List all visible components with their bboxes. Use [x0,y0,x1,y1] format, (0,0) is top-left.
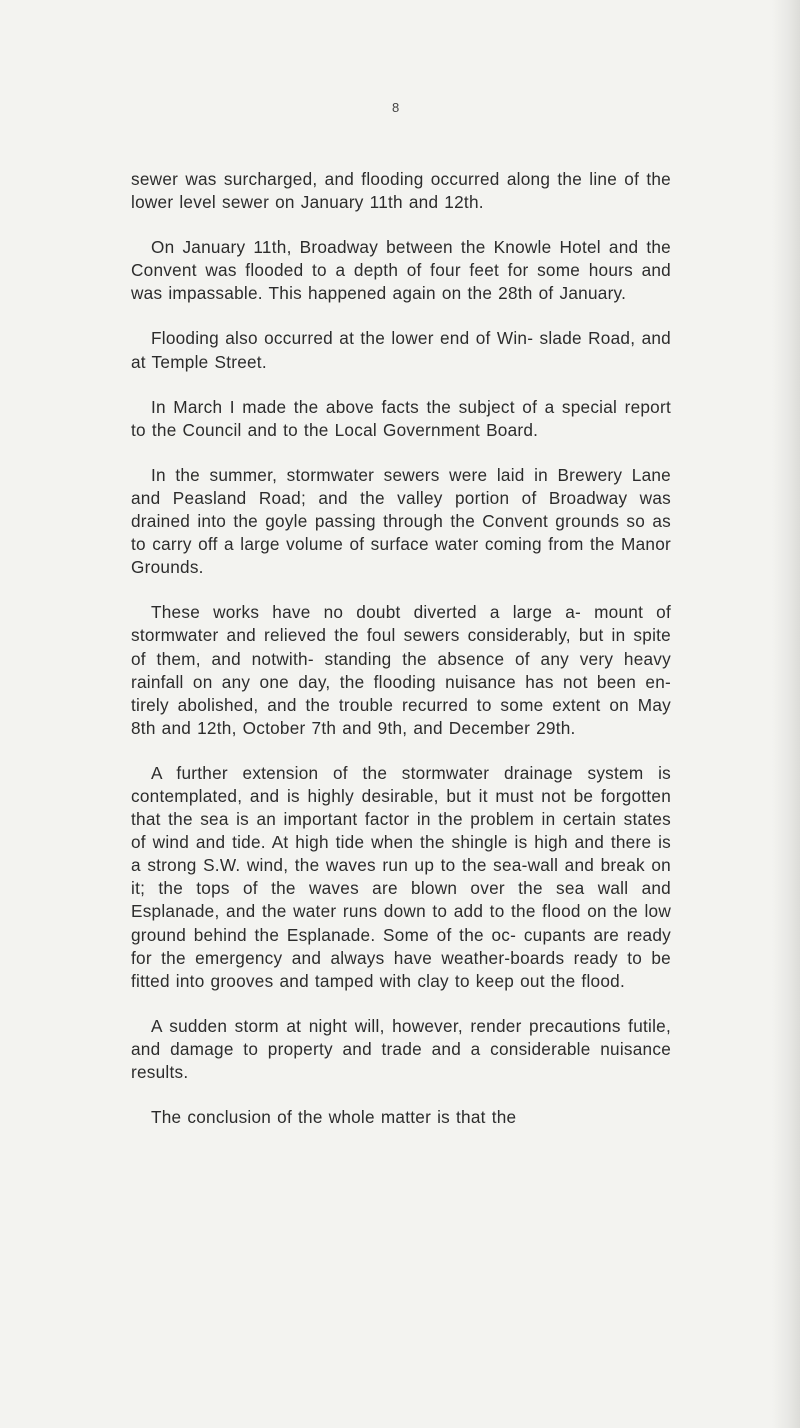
paragraph-special-report: In March I made the above facts the subject of a special report to the Council and to the Local Government Board. [131,396,671,440]
paragraph-sudden-storm: A sudden storm at night will, however, render precautions futile, and damage to property and trade and a considerable nuisance results. [131,1015,671,1082]
paragraph-works-effect: These works have no doubt diverted a large a- mount of stormwater and relieved the foul sewers considerably, but in spite of them, and notwith- standing the absence of any very heavy rainfall on any one day, the flooding nuisance has not been en- tirely abolished, and the trouble recurred to some extent on May 8th and 12th, October 7th and 9th, and December 29th. [131,602,671,738]
body-text [131,168,671,1129]
page-number: 8 [392,100,400,115]
paragraph-continuation: sewer was surcharged, and flooding occurred along the line of the lower level sewer on January 11th and 12th. [131,169,671,213]
paragraph-further-extension: A further extension of the stormwater drainage system is contemplated, and is highly desirable, but it must not be forgotten that the sea is an important factor in the problem in certain states of wind and tide. At high tide when the shingle is high and there is a strong S.W. wind, the waves run up to the sea-wall and break on it; the tops of the waves are blown over the sea wall and Esplanade, and the water runs down to add to the flood on the low ground behind the Esplanade. Some of the oc- cupants are ready for the emergency and always have weather-boards ready to be fitted into grooves and tamped with clay to keep out the flood. [131,762,671,991]
paragraph-stormwater-sewers: In the summer, stormwater sewers were laid in Brewery Lane and Peasland Road; and the valley portion of Broadway was drained into the goyle passing through the Convent grounds so as to carry off a large volume of surface water coming from the Manor Grounds. [131,464,671,578]
paragraph-winslade-road: Flooding also occurred at the lower end of Win- slade Road, and at Temple Street. [131,328,671,372]
page-edge-shadow [772,0,800,1428]
paragraph-january-flooding: On January 11th, Broadway between the Knowle Hotel and the Convent was flooded to a depth of four feet for some hours and was impassable. This happened again on the 28th of January. [131,237,671,304]
paragraph-conclusion: The conclusion of the whole matter is that the [151,1107,517,1128]
